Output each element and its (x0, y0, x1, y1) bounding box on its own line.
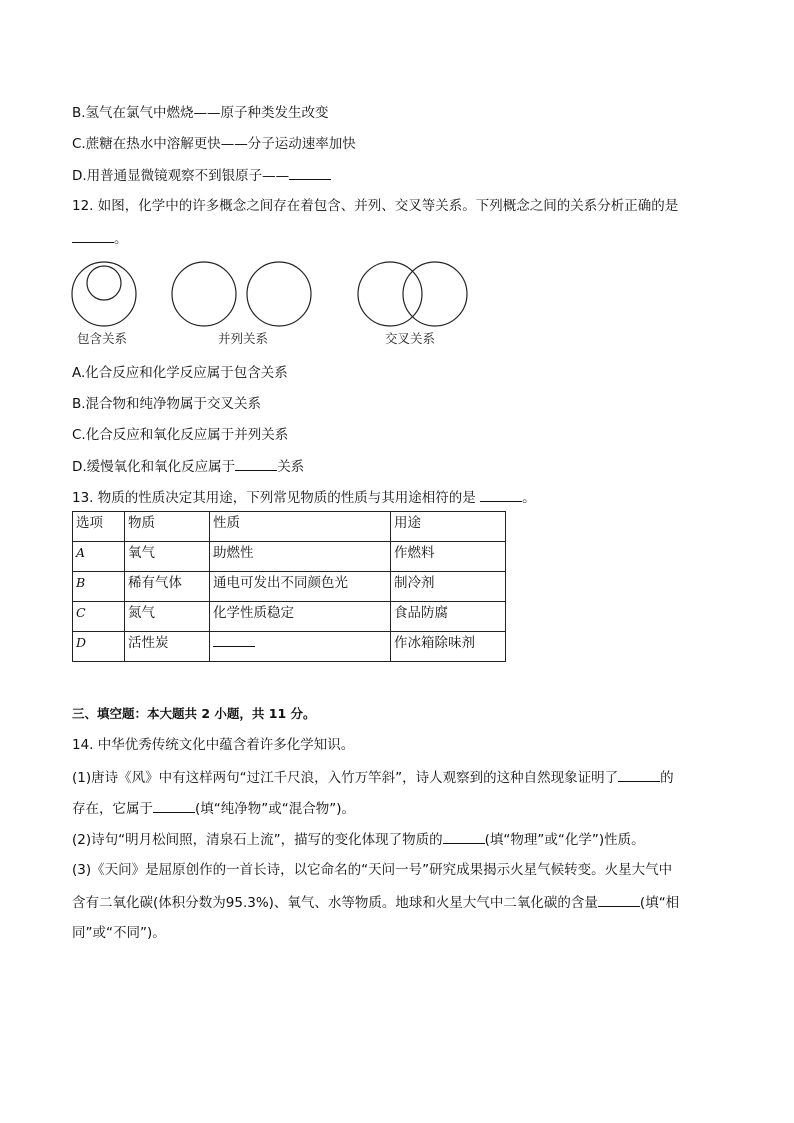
use-cell: 作冰箱除味剂 (391, 632, 506, 662)
substance-cell: 氮气 (125, 602, 210, 632)
q11-option-d-text: D.用普通显微镜观察不到银原子—— (72, 168, 290, 184)
q14-p1-suffix: 的 (660, 770, 674, 786)
header-cell: 物质 (125, 512, 210, 542)
q12-option-d (72, 456, 304, 477)
q12-stem-end: 。 (114, 231, 128, 247)
table-header-row (73, 512, 506, 542)
answer-blank[interactable] (72, 228, 114, 243)
table-row (73, 632, 506, 662)
property-cell: 助燃性 (210, 542, 391, 572)
inclusion-inner-circle (87, 266, 121, 300)
caption-inclusion: 包含关系 (77, 331, 128, 346)
q14-p2-prefix: (2)诗句“明月松间照，清泉石上流”，描写的变化体现了物质的 (72, 832, 443, 848)
q14-part3-line2 (72, 892, 679, 913)
q12-option-c: C.化合反应和氧化反应属于并列关系 (72, 427, 289, 443)
use-cell: 作燃料 (391, 542, 506, 572)
substance-cell: 活性炭 (125, 632, 210, 662)
q14-part3-line1: (3)《天问》是屈原创作的一首长诗，以它命名的“天问一号”研究成果揭示火星气候转变。火星大气中 (72, 862, 673, 878)
header-cell: 性质 (210, 512, 391, 542)
q14-p3-line2-suffix: (填“相 (639, 895, 680, 911)
use-cell: 食品防腐 (391, 602, 506, 632)
property-cell: 通电可发出不同颜色光 (210, 572, 391, 602)
q14-p1-line2-suffix: (填“纯净物”或“混合物”)。 (195, 801, 356, 817)
table-row (73, 602, 506, 632)
q12-option-a: A.化合反应和化学反应属于包含关系 (72, 365, 288, 381)
answer-blank[interactable] (480, 487, 522, 502)
q14-part3-line3: 同”或“不同”)。 (72, 925, 166, 941)
answer-blank[interactable] (443, 829, 485, 844)
concept-relationship-diagram (60, 254, 500, 330)
q12-stem: 12. 如图，化学中的许多概念之间存在着包含、并列、交叉等关系。下列概念之间的关系分析正确的是 (72, 198, 679, 214)
q14-p3-line2-prefix: 含有二氧化碳(体积分数为95.3%)、氧气、水等物质。地球和火星大气中二氧化碳的含量 (72, 895, 598, 911)
caption-intersect: 交叉关系 (385, 331, 436, 346)
q14-stem: 14. 中华优秀传统文化中蕴含着许多化学知识。 (72, 737, 355, 753)
table-row (73, 542, 506, 572)
answer-blank[interactable] (153, 798, 195, 813)
q13-table (72, 511, 506, 662)
q12-option-b: B.混合物和纯净物属于交叉关系 (72, 396, 262, 412)
table-row (73, 572, 506, 602)
q14-part2 (72, 829, 645, 850)
option-cell: C (73, 602, 125, 632)
parallel-left-circle (172, 262, 236, 326)
section-heading: 三、填空题：本大题共 2 小题，共 11 分。 (72, 706, 316, 721)
q11-option-b: B.氢气在氯气中燃烧——原子种类发生改变 (72, 105, 329, 121)
q12-option-d-prefix: D.缓慢氧化和氧化反应属于 (72, 459, 236, 475)
inclusion-outer-circle (72, 262, 136, 326)
q14-p1-prefix: (1)唐诗《风》中有这样两句“过江千尺浪，入竹万竿斜”，诗人观察到的这种自然现象证明了 (72, 770, 619, 786)
q13-stem (72, 487, 536, 508)
substance-cell: 稀有气体 (125, 572, 210, 602)
answer-blank[interactable] (213, 632, 255, 647)
q13-stem-suffix: 。 (522, 490, 536, 506)
answer-blank[interactable] (289, 165, 331, 180)
option-cell: A (73, 542, 125, 572)
q12-stem-line2 (72, 228, 128, 249)
header-cell: 选项 (73, 512, 125, 542)
q12-option-d-suffix: 关系 (277, 459, 305, 475)
property-cell (210, 632, 391, 662)
option-cell: D (73, 632, 125, 662)
property-cell: 化学性质稳定 (210, 602, 391, 632)
header-cell: 用途 (391, 512, 506, 542)
q14-p2-suffix: (填“物理”或“化学”)性质。 (484, 832, 645, 848)
substance-cell: 氧气 (125, 542, 210, 572)
answer-blank[interactable] (235, 456, 277, 471)
q13-stem-prefix: 13. 物质的性质决定其用途，下列常见物质的性质与其用途相符的是 (72, 490, 481, 506)
q11-option-c: C.蔗糖在热水中溶解更快——分子运动速率加快 (72, 136, 356, 152)
caption-parallel: 并列关系 (218, 331, 269, 346)
intersect-right-circle (403, 262, 467, 326)
option-cell: B (73, 572, 125, 602)
use-cell: 制冷剂 (391, 572, 506, 602)
q11-option-d (72, 165, 331, 186)
answer-blank[interactable] (598, 892, 640, 907)
q14-part1-line2 (72, 798, 355, 819)
answer-blank[interactable] (618, 767, 660, 782)
q14-part1-line1 (72, 767, 674, 788)
q14-p1-line2-prefix: 存在，它属于 (72, 801, 153, 817)
parallel-right-circle (247, 262, 311, 326)
